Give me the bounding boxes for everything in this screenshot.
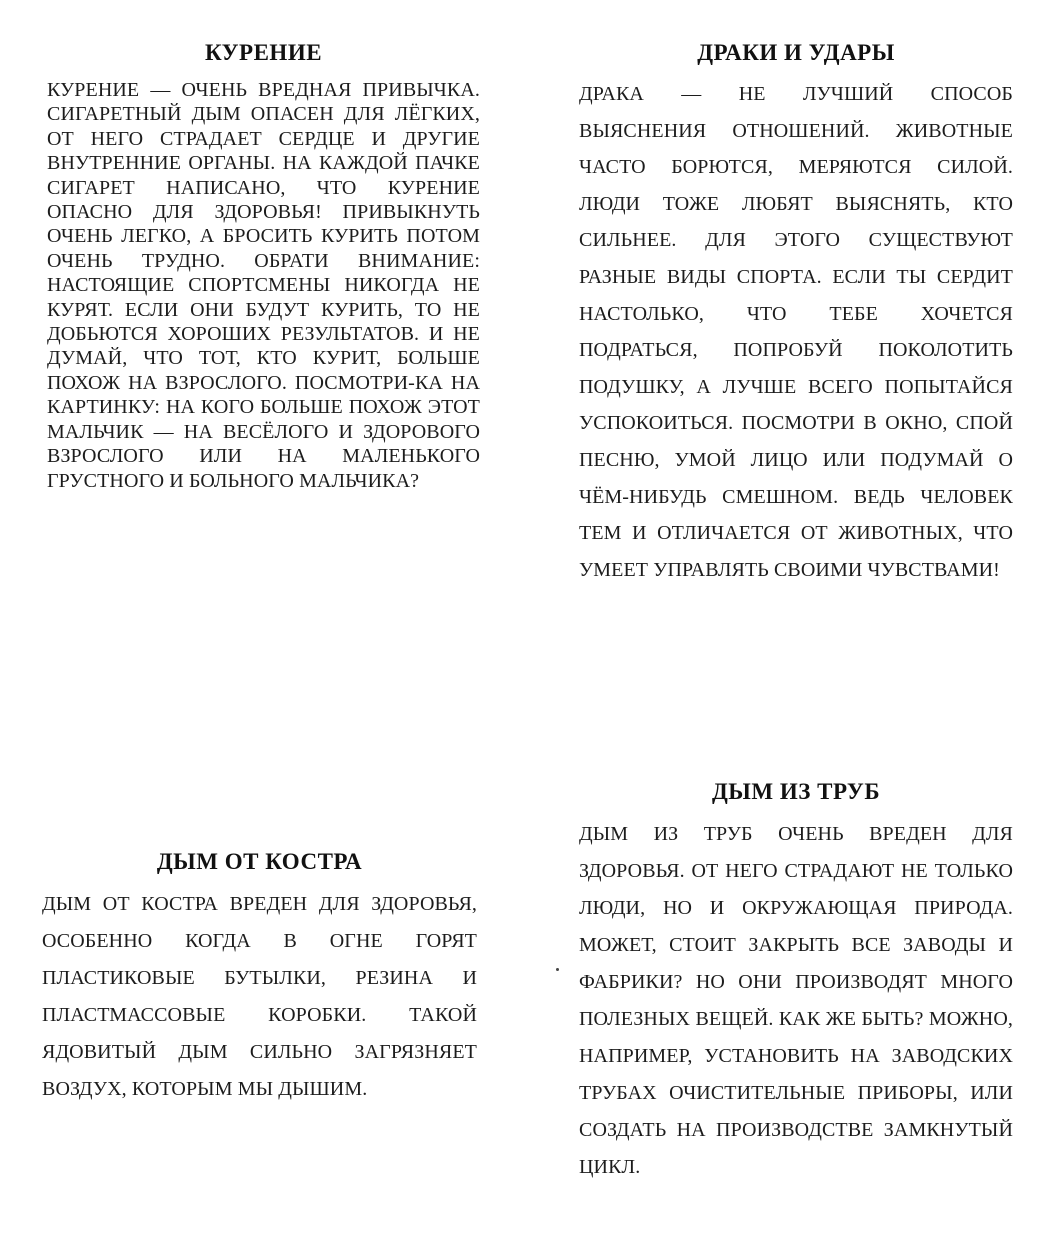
section-campfire-smoke bbox=[42, 846, 477, 1108]
section-text-campfire-smoke: ДЫМ ОТ КОСТРА ВРЕДЕН ДЛЯ ЗДОРОВЬЯ, ОСОБЕННО КОГДА В ОГНЕ ГОРЯТ ПЛАСТИКОВЫЕ БУТЫЛКИ, РЕЗИНА И ПЛАСТМАССОВЫЕ КОРОБКИ. ТАКОЙ ЯДОВИТЫЙ ДЫМ СИЛЬНО ЗАГРЯЗНЯЕТ ВОЗДУХ, КОТОРЫМ МЫ ДЫШИМ. bbox=[42, 893, 477, 1100]
section-text-fights: ДРАКА — НЕ ЛУЧШИЙ СПОСОБ ВЫЯСНЕНИЯ ОТНОШЕНИЙ. ЖИВОТНЫЕ ЧАСТО БОРЮТСЯ, МЕРЯЮТСЯ СИЛОЙ. ЛЮДИ ТОЖЕ ЛЮБЯТ ВЫЯСНЯТЬ, КТО СИЛЬНЕЕ. ДЛЯ ЭТОГО СУЩЕСТВУЮТ РАЗНЫЕ ВИДЫ СПОРТА. ЕСЛИ ТЫ СЕРДИТ НАСТОЛЬКО, ЧТО ТЕБЕ ХОЧЕТСЯ ПОДРАТЬСЯ, ПОПРОБУЙ ПОКОЛОТИТЬ ПОДУШКУ, А ЛУЧШЕ ВСЕГО ПОПЫТАЙСЯ УСПОКОИТЬСЯ. ПОСМОТРИ В ОКНО, СПОЙ ПЕСНЮ, УМОЙ ЛИЦО ИЛИ ПОДУМАЙ О ЧЁМ-НИБУДЬ СМЕШНОМ. ВЕДЬ ЧЕЛОВЕК ТЕМ И ОТЛИЧАЕТСЯ ОТ ЖИВОТНЫХ, ЧТО УМЕЕТ УПРАВЛЯТЬ СВОИМИ ЧУВСТВАМИ! bbox=[579, 83, 1013, 581]
section-title-smoking: КУРЕНИЕ bbox=[204, 40, 323, 65]
section-title-fights: ДРАКИ И УДАРЫ bbox=[697, 40, 895, 65]
section-text-smoking: КУРЕНИЕ — ОЧЕНЬ ВРЕДНАЯ ПРИВЫЧКА. СИГАРЕТНЫЙ ДЫМ ОПАСЕН ДЛЯ ЛЁГКИХ, ОТ НЕГО СТРАДАЕТ СЕРДЦЕ И ДРУГИЕ ВНУТРЕННИЕ ОРГАНЫ. НА КАЖДОЙ ПАЧКЕ СИГАРЕТ НАПИСАНО, ЧТО КУРЕНИЕ ОПАСНО ДЛЯ ЗДОРОВЬЯ! ПРИВЫКНУТЬ ОЧЕНЬ ЛЕГКО, А БРОСИТЬ КУРИТЬ ПОТОМ ОЧЕНЬ ТРУДНО. ОБРАТИ ВНИМАНИЕ: НАСТОЯЩИЕ СПОРТСМЕНЫ НИКОГДА НЕ КУРЯТ. ЕСЛИ ОНИ БУДУТ КУРИТЬ, ТО НЕ ДОБЬЮТСЯ ХОРОШИХ РЕЗУЛЬТАТОВ. И НЕ ДУМАЙ, ЧТО ТОТ, КТО КУРИТ, БОЛЬШЕ ПОХОЖ НА ВЗРОСЛОГО. ПОСМОТРИ-КА НА КАРТИНКУ: НА КОГО БОЛЬШЕ ПОХОЖ ЭТОТ МАЛЬЧИК — НА ВЕСЁЛОГО И ЗДОРОВОГО ВЗРОСЛОГО ИЛИ НА МАЛЕНЬКОГО ГРУСТНОГО И БОЛЬНОГО МАЛЬЧИКА? bbox=[47, 79, 480, 492]
section-smoking bbox=[47, 38, 480, 493]
section-chimney-smoke bbox=[579, 776, 1013, 1186]
section-title-campfire-smoke: ДЫМ ОТ КОСТРА bbox=[156, 849, 363, 874]
scan-speck bbox=[556, 968, 559, 971]
section-title-chimney-smoke: ДЫМ ИЗ ТРУБ bbox=[711, 779, 881, 804]
section-text-chimney-smoke: ДЫМ ИЗ ТРУБ ОЧЕНЬ ВРЕДЕН ДЛЯ ЗДОРОВЬЯ. ОТ НЕГО СТРАДАЮТ НЕ ТОЛЬКО ЛЮДИ, НО И ОКРУЖАЮЩАЯ ПРИРОДА. МОЖЕТ, СТОИТ ЗАКРЫТЬ ВСЕ ЗАВОДЫ И ФАБРИКИ? НО ОНИ ПРОИЗВОДЯТ МНОГО ПОЛЕЗНЫХ ВЕЩЕЙ. КАК ЖЕ БЫТЬ? МОЖНО, НАПРИМЕР, УСТАНОВИТЬ НА ЗАВОДСКИХ ТРУБАХ ОЧИСТИТЕЛЬНЫЕ ПРИБОРЫ, ИЛИ СОЗДАТЬ НА ПРОИЗВОДСТВЕ ЗАМКНУТЫЙ ЦИКЛ. bbox=[579, 823, 1013, 1178]
section-fights bbox=[579, 38, 1013, 588]
